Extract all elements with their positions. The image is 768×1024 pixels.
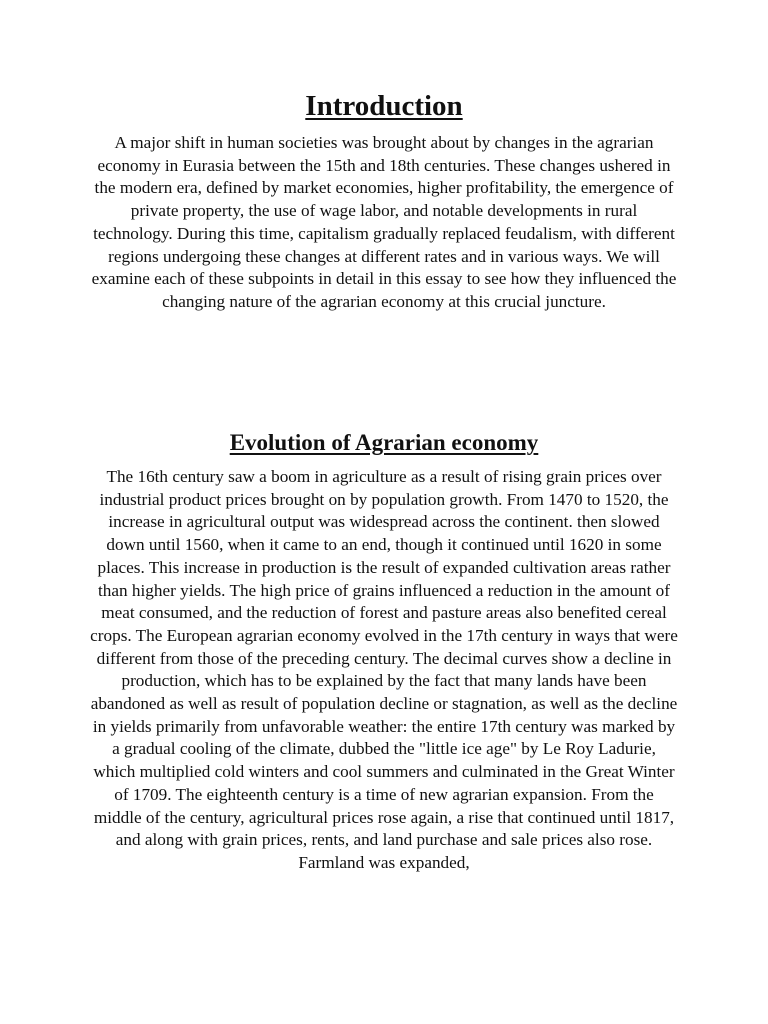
evolution-paragraph: The 16th century saw a boom in agriculture as a result of rising grain prices over industrial product prices brought on by population growth. From 1470 to 1520, the increase in agricultural output was widespread across the continent. then slowed down until 1560, when it came to an end, though it continued until 1620 in some places. This increase in production is the result of expanded cultivation areas rather than higher yields. The high price of grains influenced a reduction in the amount of meat consumed, and the reduction of forest and pasture areas also benefited cereal crops. The European agrarian economy evolved in the 17th century in ways that were different from those of the preceding century. The decimal curves show a decline in production, which has to be explained by the fact that many lands have been abandoned as well as result of population decline or stagnation, as well as the decline in yields primarily from unfavorable weather: the entire 17th century was marked by a gradual cooling of the climate, dubbed the "little ice age" by Le Roy Ladurie, which multiplied cold winters and cool summers and culminated in the Great Winter of 1709. The eighteenth century is a time of new agrarian expansion. From the middle of the century, agricultural prices rose again, a rise that continued until 1817, and along with grain prices, rents, and land purchase and sale prices also rose. Farmland was expanded, [90,467,678,872]
introduction-paragraph: A major shift in human societies was brought about by changes in the agrarian economy in Eurasia between the 15th and 18th centuries. These changes ushered in the modern era, defined by market economies, higher profitability, the emergence of private property, the use of wage labor, and notable developments in rural technology. During this time, capitalism gradually replaced feudalism, with different regions undergoing these changes at different rates and in various ways. We will examine each of these subpoints in detail in this essay to see how they influenced the changing nature of the agrarian economy at this crucial juncture. [91,133,677,311]
introduction-section [90,88,678,314]
evolution-heading: Evolution of Agrarian economy [229,430,539,455]
introduction-heading: Introduction [305,90,463,122]
evolution-section [90,428,678,875]
